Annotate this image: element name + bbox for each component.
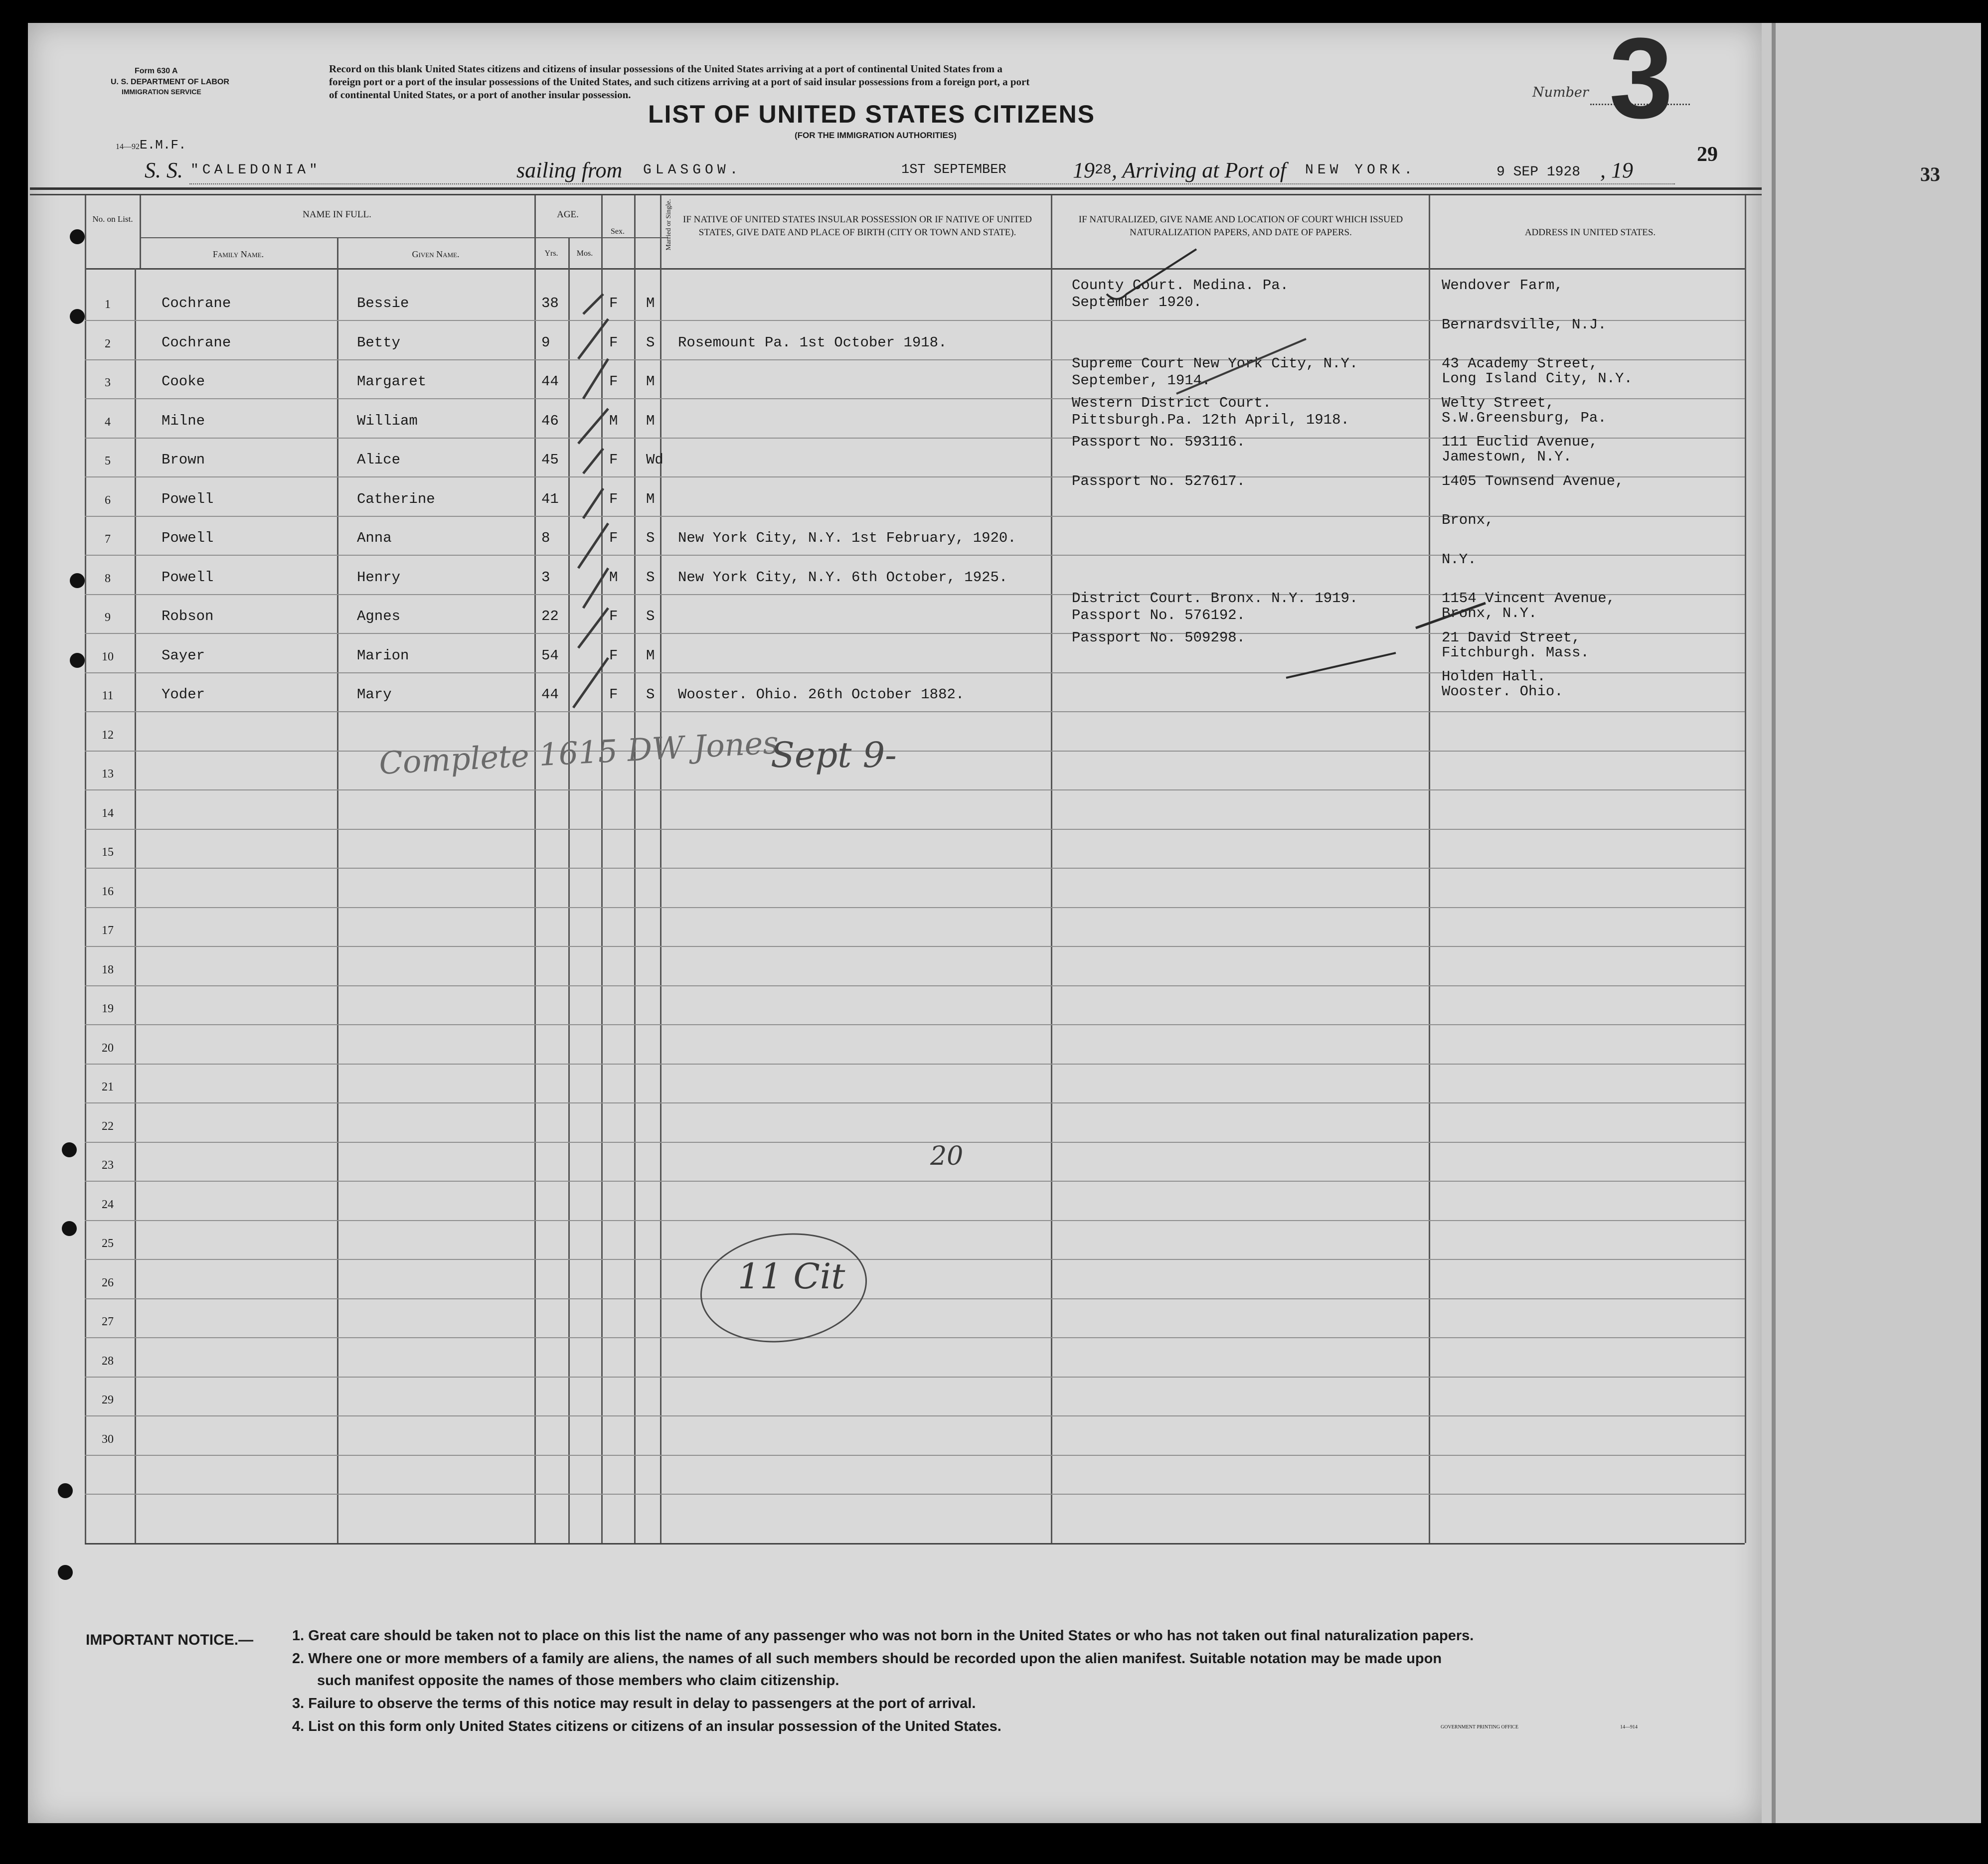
- row-number: 17: [102, 924, 114, 937]
- address-line-1: 1405 Townsend Avenue,: [1442, 473, 1624, 489]
- row-number: 2: [105, 337, 111, 350]
- marital-status: M: [646, 413, 655, 429]
- row-number: 23: [102, 1159, 114, 1172]
- punch-hole: [70, 309, 85, 324]
- marital-status: S: [646, 686, 655, 703]
- col-header-no: No. on List.: [92, 214, 133, 224]
- handwritten-date-note: Sept 9-: [771, 735, 897, 776]
- row-number: 20: [102, 1042, 114, 1055]
- naturalization-line-1: Passport No. 593116.: [1072, 434, 1246, 450]
- col-header-family-name: Family Name.: [212, 249, 264, 259]
- sex: M: [609, 569, 618, 586]
- clerk-initials: E.M.F.: [140, 138, 186, 153]
- col-header-age: AGE.: [557, 209, 579, 220]
- family-name: Cochrane: [162, 334, 231, 351]
- ship-name: "CALEDONIA": [190, 162, 321, 178]
- row-number: 26: [102, 1276, 114, 1289]
- sex: F: [609, 295, 618, 311]
- row-number: 19: [102, 1002, 114, 1015]
- row-rule: [85, 1102, 1745, 1103]
- col-header-sex: Sex.: [611, 227, 625, 236]
- sailing-from: GLASGOW.: [643, 162, 742, 178]
- service: IMMIGRATION SERVICE: [122, 88, 201, 96]
- address-line-1: Wendover Farm,: [1442, 277, 1563, 294]
- row-rule: [85, 985, 1745, 986]
- address-line-1: Bernardsville, N.J.: [1442, 316, 1607, 333]
- given-name: Agnes: [357, 608, 401, 624]
- table-top-rule: [30, 187, 1762, 190]
- table-top-rule-2: [30, 194, 1762, 195]
- naturalization-line-2: Passport No. 576192.: [1072, 607, 1246, 623]
- row-rule: [85, 1064, 1745, 1065]
- address-line-2: Long Island City, N.Y.: [1442, 370, 1633, 387]
- row-number: 15: [102, 846, 114, 859]
- marital-status: M: [646, 491, 655, 507]
- family-name: Robson: [162, 608, 214, 624]
- row-number: 18: [102, 963, 114, 976]
- family-name: Sayer: [162, 647, 205, 664]
- marital-status: S: [646, 334, 655, 351]
- row-rule: [85, 711, 1745, 712]
- family-name: Powell: [162, 491, 214, 507]
- given-name: Mary: [357, 686, 392, 703]
- page-subtitle: (FOR THE IMMIGRATION AUTHORITIES): [795, 131, 957, 140]
- row-number: 8: [105, 572, 111, 585]
- col-header-naturalized: IF NATURALIZED, GIVE NAME AND LOCATION OF COURT WHICH ISSUED NATURALIZATION PAPERS, AND DATE OF PAPERS.: [1078, 214, 1403, 238]
- address-line-1: Bronx,: [1442, 512, 1494, 528]
- naturalization-line-2: September, 1914.: [1072, 372, 1211, 389]
- given-name: Marion: [357, 647, 409, 664]
- row-number: 21: [102, 1081, 114, 1093]
- printer-code: 14—914: [1620, 1724, 1638, 1730]
- address-line-2: S.W.Greensburg, Pa.: [1442, 410, 1607, 426]
- sex: F: [609, 530, 618, 546]
- handwritten-circle-note: 11 Cit: [738, 1256, 845, 1297]
- age-years: 8: [541, 530, 550, 546]
- address-line-1: 21 David Street,: [1442, 629, 1581, 646]
- row-rule: [85, 1259, 1745, 1260]
- naturalization-line-1: Supreme Court New York City, N.Y.: [1072, 355, 1358, 372]
- row-number: 1: [105, 298, 111, 311]
- sex: F: [609, 373, 618, 390]
- given-name: William: [357, 413, 418, 429]
- given-name: Margaret: [357, 373, 427, 390]
- given-name: Catherine: [357, 491, 435, 507]
- list-number: 3: [1609, 14, 1673, 142]
- marital-status: M: [646, 295, 655, 311]
- row-number: 12: [102, 729, 114, 742]
- row-rule: [85, 868, 1745, 869]
- address-line-1: N.Y.: [1442, 551, 1477, 568]
- row-number: 25: [102, 1237, 114, 1250]
- age-header-rule: [534, 237, 601, 238]
- address-line-1: Holden Hall.: [1442, 668, 1546, 685]
- marital-status: M: [646, 647, 655, 664]
- punch-hole: [58, 1565, 73, 1580]
- sex: M: [609, 413, 618, 429]
- arrival-year: , 19: [1600, 158, 1633, 182]
- court-checkmarks: [1097, 239, 1545, 688]
- age-years: 22: [541, 608, 559, 624]
- age-years: 38: [541, 295, 559, 311]
- ss-label: S. S.: [145, 158, 183, 182]
- sex: F: [609, 334, 618, 351]
- marital-status: M: [646, 373, 655, 390]
- page-title: LIST OF UNITED STATES CITIZENS: [648, 100, 1096, 128]
- row-number: 10: [102, 650, 114, 663]
- col-header-address: ADDRESS IN UNITED STATES.: [1524, 227, 1656, 238]
- sailing-label: sailing from: [516, 158, 623, 182]
- punch-hole: [58, 1483, 73, 1498]
- sailing-year-prefix: 19: [1073, 158, 1095, 182]
- family-name: Yoder: [162, 686, 205, 703]
- corner-number: 29: [1697, 143, 1718, 166]
- family-name: Cooke: [162, 373, 205, 390]
- address-line-2: Wooster. Ohio.: [1442, 683, 1563, 700]
- address-line-1: 43 Academy Street,: [1442, 355, 1598, 372]
- age-years: 9: [541, 334, 550, 351]
- naturalization-line-2: September 1920.: [1072, 294, 1202, 311]
- form-code: 14—92: [116, 143, 140, 151]
- age-years: 54: [541, 647, 559, 664]
- table-bottom-rule: [85, 1543, 1745, 1545]
- row-rule: [85, 1337, 1745, 1338]
- given-name: Betty: [357, 334, 401, 351]
- row-rule: [85, 1181, 1745, 1182]
- ship-line-underline: [189, 183, 1675, 184]
- col-header-yrs: Yrs.: [544, 249, 558, 258]
- department: U. S. DEPARTMENT OF LABOR: [111, 78, 229, 86]
- naturalization-line-1: District Court. Bronx. N.Y. 1919.: [1072, 590, 1358, 607]
- age-years: 41: [541, 491, 559, 507]
- number-label: Number: [1532, 85, 1589, 100]
- col-header-native: IF NATIVE OF UNITED STATES INSULAR POSSESSION OR IF NATIVE OF UNITED STATES, GIVE DATE AND PLACE OF BIRTH (CITY OR TOWN AND STATE).: [683, 214, 1032, 238]
- edge-number: 33: [1920, 163, 1940, 185]
- row-rule: [85, 829, 1745, 830]
- sex: F: [609, 608, 618, 624]
- arriving-label: , Arriving at Port of: [1112, 158, 1286, 182]
- birth-place-date: New York City, N.Y. 1st February, 1920.: [678, 530, 1016, 546]
- row-rule: [85, 1024, 1745, 1025]
- family-name: Brown: [162, 452, 205, 468]
- row-number: 5: [105, 455, 111, 467]
- family-name: Powell: [162, 569, 214, 586]
- instructions-line-3: of continental United States, or a port of another insular possession.: [329, 89, 631, 101]
- row-rule: [85, 946, 1745, 947]
- given-name: Anna: [357, 530, 392, 546]
- row-number: 3: [105, 376, 111, 389]
- notice-item-2: 2. Where one or more members of a family are aliens, the names of all such members should be recorded upon the alien manifest. Suitable notation may be made upon: [292, 1651, 1442, 1667]
- naturalization-line-1: County Court. Medina. Pa.: [1072, 277, 1289, 294]
- row-rule: [85, 907, 1745, 908]
- instructions-line-1: Record on this blank United States citizens and citizens of insular possessions of the United States arriving at a port of continental United States from a: [329, 63, 1002, 75]
- naturalization-line-2: Pittsburgh.Pa. 12th April, 1918.: [1072, 412, 1349, 428]
- given-name: Henry: [357, 569, 401, 586]
- marital-status: S: [646, 569, 655, 586]
- notice-label: IMPORTANT NOTICE.—: [86, 1632, 254, 1648]
- row-rule: [85, 1494, 1745, 1495]
- row-rule: [85, 789, 1745, 790]
- row-rule: [85, 1142, 1745, 1143]
- row-rule: [85, 1377, 1745, 1378]
- age-years: 3: [541, 569, 550, 586]
- sex: F: [609, 647, 618, 664]
- marital-status: S: [646, 530, 655, 546]
- row-rule: [85, 751, 1745, 752]
- birth-place-date: Rosemount Pa. 1st October 1918.: [678, 334, 947, 351]
- age-years: 46: [541, 413, 559, 429]
- arrival-date: 9 SEP 1928: [1496, 164, 1581, 180]
- sailing-year: 28: [1095, 162, 1112, 178]
- checkmark-strokes: [568, 279, 668, 718]
- given-name: Alice: [357, 452, 401, 468]
- row-number: 28: [102, 1355, 114, 1368]
- sex: F: [609, 491, 618, 507]
- handwritten-completion-note: Complete 1615 DW Jones: [378, 724, 780, 781]
- col-header-married: Married or Single.: [665, 199, 672, 251]
- sex: F: [609, 452, 618, 468]
- notice-item-1: 1. Great care should be taken not to place on this list the name of any passenger who was not born in the United States or who has not taken out final naturalization papers.: [292, 1628, 1474, 1644]
- naturalization-line-1: Western District Court.: [1072, 395, 1272, 411]
- family-name: Powell: [162, 530, 214, 546]
- row-number: 13: [102, 768, 114, 780]
- adjacent-page-edge: [1762, 23, 1981, 1823]
- address-line-2: Fitchburgh. Mass.: [1442, 644, 1589, 661]
- arrival-port: NEW YORK.: [1305, 162, 1417, 178]
- col-header-name-in-full: NAME IN FULL.: [303, 209, 371, 220]
- sex: F: [609, 686, 618, 703]
- age-years: 44: [541, 686, 559, 703]
- punch-hole: [70, 573, 85, 588]
- row-rule: [85, 1415, 1745, 1416]
- notice-item-4: 4. List on this form only United States citizens or citizens of an insular possession of the United States.: [292, 1718, 1001, 1734]
- row-number: 29: [102, 1394, 114, 1406]
- birth-place-date: Wooster. Ohio. 26th October 1882.: [678, 686, 965, 703]
- row-number: 22: [102, 1120, 114, 1133]
- row-rule: [85, 1298, 1745, 1299]
- row-number: 4: [105, 416, 111, 429]
- row-number: 16: [102, 885, 114, 898]
- row-number: 30: [102, 1433, 114, 1446]
- form-number: Form 630 A: [135, 67, 178, 75]
- row-number: 14: [102, 807, 114, 820]
- naturalization-line-1: Passport No. 509298.: [1072, 629, 1246, 646]
- address-line-2: Jamestown, N.Y.: [1442, 449, 1572, 465]
- row-number: 24: [102, 1198, 114, 1211]
- punch-hole: [62, 1142, 77, 1157]
- handwritten-count: 20: [930, 1141, 964, 1171]
- row-rule: [85, 1455, 1745, 1456]
- age-years: 45: [541, 452, 559, 468]
- family-name: Cochrane: [162, 295, 231, 311]
- marital-status: Wd: [646, 452, 663, 468]
- sailing-date: 1ST SEPTEMBER: [901, 162, 1006, 177]
- row-number: 6: [105, 494, 111, 507]
- notice-item-2-cont: such manifest opposite the names of those members who claim citizenship.: [317, 1673, 839, 1689]
- punch-hole: [70, 229, 85, 244]
- address-line-2: Bronx, N.Y.: [1442, 605, 1537, 621]
- given-name: Bessie: [357, 295, 409, 311]
- row-number: 9: [105, 611, 111, 624]
- printer-name: GOVERNMENT PRINTING OFFICE: [1441, 1724, 1518, 1730]
- punch-hole: [70, 653, 85, 668]
- punch-hole: [62, 1221, 77, 1236]
- age-years: 44: [541, 373, 559, 390]
- col-header-given-name: Given Name.: [412, 249, 460, 259]
- row-rule: [85, 1220, 1745, 1221]
- address-line-1: 1154 Vincent Avenue,: [1442, 590, 1616, 607]
- marital-status: S: [646, 608, 655, 624]
- birth-place-date: New York City, N.Y. 6th October, 1925.: [678, 569, 1008, 586]
- address-line-1: 111 Euclid Avenue,: [1442, 434, 1598, 450]
- notice-item-3: 3. Failure to observe the terms of this notice may result in delay to passengers at the port of arrival.: [292, 1696, 976, 1711]
- row-number: 11: [102, 689, 114, 702]
- row-number: 27: [102, 1315, 114, 1328]
- row-number: 7: [105, 533, 111, 546]
- address-line-1: Welty Street,: [1442, 395, 1555, 411]
- family-name: Milne: [162, 413, 205, 429]
- naturalization-line-1: Passport No. 527617.: [1072, 473, 1246, 489]
- instructions-line-2: foreign port or a port of the insular possessions of the United States, and such citizens arriving at a port of said insular possessions from a foreign port, a port: [329, 76, 1030, 88]
- col-header-mos: Mos.: [576, 249, 593, 258]
